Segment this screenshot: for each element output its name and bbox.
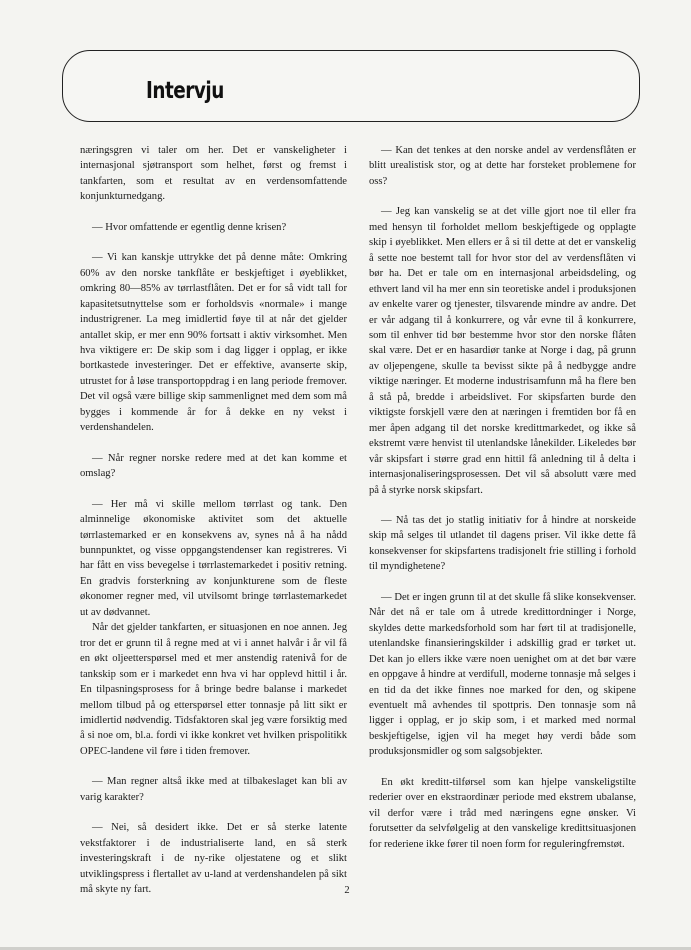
question: — Kan det tenkes at den norske andel av verdensflåten er blitt urealistisk stor, og at dette har forsteket problemene for oss?	[369, 145, 636, 187]
question: — Man regner altså ikke med at tilbakeslaget kan bli av varig karakter?	[80, 776, 347, 803]
answer: — Her må vi skille mellom tørrlast og tank. Den alminnelige økonomiske aktivitet som det aktuelle tørrlastemarked er en konsekvens av, synes nå å ha nådd bunnpunktet, og visse oppgangstendenser kan registreres. Vi har fått en viss bevegelse i tørrlastemarkedet i positiv retning. En gradvis forsterkning av konjunkturene som de fleste økonomer regner med, vil utvilsomt bringe tørrlastemarkedet ut av dødvannet.	[80, 498, 347, 618]
paragraph: Når det gjelder tankfarten, er situasjonen en noe annen. Jeg tror det er grunn til å regne med at vi i annet halvår i år vil få en økt oljeetterspørsel med et mer anstendig ratenivå for de tankskip som er i markedet enn hva vi har opplevd hittil i år. En tilpasningsprosess for å bringe bedre balanse i markedet mellom tilbud på og etterspørsel etter tonnasje på litt sikt er imidlertid nødvendig. Tidsfaktoren skal jeg være forsiktig med å si noe om, bl.a. fordi vi ikke konkret vet hvilken prispolitikk OPEC-landene vil føre i tiden fremover.	[80, 622, 347, 757]
question: — Når regner norske redere med at det kan komme et omslag?	[80, 452, 347, 480]
section-title: Intervju	[146, 78, 224, 104]
left-column	[80, 143, 347, 897]
paragraph: En økt kreditt-tilførsel som kan hjelpe vanskeligstilte rederier over en ekstraordinær periode med ekstrem ubalanse, vil derfor være i tråd med næringens egne ønsker. Vi forutsetter da selvfølgelig at den vanskelige kredittsituasjonen for rederiene ikke fører til noen form for reguleringfremstøt.	[369, 776, 636, 850]
question: — Hvor omfattende er egentlig denne krisen?	[92, 221, 287, 233]
paragraph: næringsgren vi taler om her. Det er vanskeligheter i internasjonal sjøtransport som helhet, først og fremst i tankfarten, som et resultat av en verdensomfattende konjunkturnedgang.	[80, 145, 347, 203]
answer: — Jeg kan vanskelig se at det ville gjort noe til eller fra med hensyn til forholdet mellom beskjeftigede og opplagte skip i øyeblikket. Men ellers er å si til dette at det er vanskelig å sette noe bestemt tall for hvor stor del av verdensflåten vi bør ha. Det er tale om en internasjonal arbeidsdeling, og ethvert land vil ha mer enn sin teoretiske andel i produksjonen av enkelte varer og tjenester, tilsvarende mindre av andre. Det er vår adgang til å konkurrere, og vår evne til å konkurrere, som til enhver tid bør bestemme hvor stor den norske flåten skal være. Det er en hasardiør tanke at Norge i dag, på grunn av oljepengene, skulle ta bevisst sikte på å nedbygge andre viktige næringer. Et moderne industrisamfunn må ha flere ben å stå på, bredde i arbeidslivet. For skipsfarten burde den viktigste forskjell være den at næringen i fremtiden bor få en mer åpen adgang til det norske kredittmarkedet, og ikke så ekstremt være henvist til utenlandske lånekilder. Likeledes bør vår skipsfart i større grad enn hittil få anledning til å delta i internasjonaliseringsprosessen. Det vil så absolutt være med på å styrke norsk skipsfart.	[369, 206, 636, 496]
question: — Nå tas det jo statlig initiativ for å hindre at norskeide skip må selges til utlandet til dagens priser. Vil ikke dette få konsekvenser for skipsfartens tradisjonelt frie stilling i forhold til myndighetene?	[369, 514, 636, 573]
answer: — Det er ingen grunn til at det skulle få slike konsekvenser. Når det nå er tale om å utrede kredittordninger i Norge, skyldes dette markedsforhold som har ført til at tradisjonelle, utenlandske finansieringskilder i adskillig grad er tørket ut. Det kan jo ellers ikke være noen uenighet om at det bør være en oppgave å hindre at verdifull, moderne tonnasje må selges i en tid da det ikke finnes noe marked for den, og skipene eventuelt må avhendes til spottpris. Den tonnasje som nå ligger i opplag, er jo skip som, i et marked med normal beskjeftigelse, igjen vil ha meget høy verdi både som produksjonsmidler og som salgsobjekter.	[369, 591, 636, 758]
right-column	[369, 143, 636, 852]
answer: — Vi kan kanskje uttrykke det på denne måte: Omkring 60% av den norske tankflåte er beskjeftiget i øyeblikket, omkring 80—85% av tørrlastflåten. Det er for så vidt tall for kapasitetsutnyttelse som er forholdsvis «normale» i mange industrigrener. La meg imidlertid føye til at når det gjelder antallet skip, er mer enn 90% fortsatt i aktiv virksomhet. Men hva viktigere er: De skip som i dag ligger i opplag, er ikke bortkastede investeringer. Det er effektive, avanserte skip, utrustet for å løse transportoppdrag i en lang periode fremover. Det vil også være billige skip sammenlignet med dem som må bygges i kommende år for å dekke en ny vekst i verdenshandelen.	[80, 252, 347, 434]
answer: — Nei, så desidert ikke. Det er så sterke latente vekstfaktorer i de industrialiserte land, en så sterk investeringskraft i de ny-rike oljestatene og et slikt utviklingspress i flertallet av u-land at verdenshandelen på sikt må skyte ny fart.	[80, 822, 347, 896]
page-number: 2	[344, 885, 350, 896]
